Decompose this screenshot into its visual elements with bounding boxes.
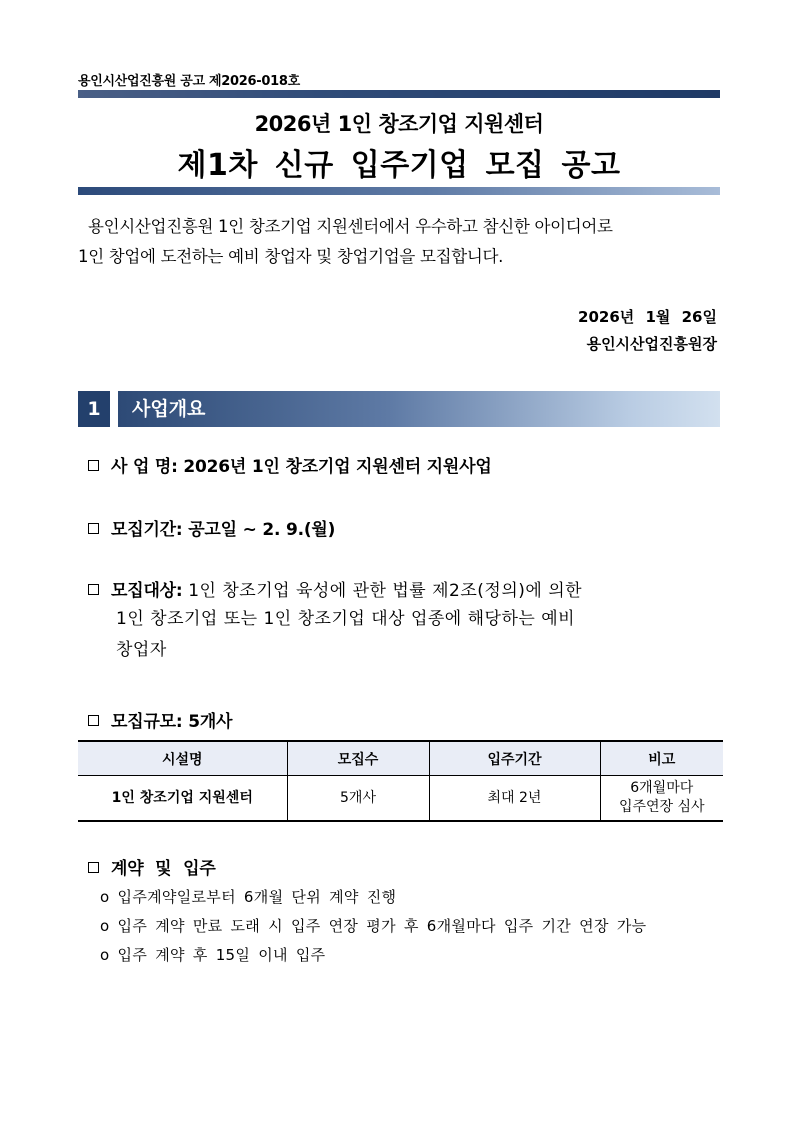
- contract-item-1: o 입주계약일로부터 6개월 단위 계약 진행: [100, 888, 397, 906]
- intro-paragraph: [78, 212, 720, 272]
- title-line-1: 2026년 1인 창조기업 지원센터: [254, 112, 544, 136]
- item-project-name-text: 사 업 명: 2026년 1인 창조기업 지원센터 지원사업: [111, 457, 492, 477]
- table-row: [78, 776, 723, 822]
- item-target-line-2: 1인 창조기업 또는 1인 창조기업 대상 업종에 해당하는 예비: [116, 609, 576, 629]
- item-scale: [88, 707, 232, 732]
- item-scale-text: 모집규모: 5개사: [111, 712, 233, 732]
- table-header-facility: 시설명: [78, 741, 287, 776]
- table-header-row: [78, 741, 723, 776]
- item-target-line-1: 1인 창조기업 육성에 관한 법률 제2조(정의)에 의한: [188, 581, 583, 601]
- checkbox-bullet-icon: [88, 862, 99, 873]
- cell-note: [600, 776, 723, 822]
- title-line-2: 제1차 신규 입주기업 모집 공고: [177, 148, 621, 183]
- table-header-count: 모집수: [287, 741, 429, 776]
- table-header-duration: 입주기간: [429, 741, 600, 776]
- item-contract-text: 계약 및 입주: [111, 859, 216, 879]
- checkbox-bullet-icon: [88, 460, 99, 471]
- header-bottom-bar: [78, 187, 720, 195]
- intro-line-1: 용인시산업진흥원 1인 창조기업 지원센터에서 우수하고 참신한 아이디어로: [88, 217, 613, 236]
- checkbox-bullet-icon: [88, 584, 99, 595]
- cell-facility: 1인 창조기업 지원센터: [78, 776, 287, 822]
- table-header-note: 비고: [600, 741, 723, 776]
- item-period: [88, 515, 335, 540]
- signer: 용인시산업진흥원장: [586, 335, 717, 353]
- section-number: 1: [78, 391, 110, 427]
- document-number: 용인시산업진흥원 공고 제2026-018호: [78, 74, 300, 89]
- item-target-label: 모집대상:: [111, 581, 183, 601]
- cell-duration: 최대 2년: [429, 776, 600, 822]
- cell-note-line-2: 입주연장 심사: [618, 799, 705, 815]
- intro-line-2: 1인 창업에 도전하는 예비 창업자 및 창업기업을 모집합니다.: [78, 247, 504, 266]
- cell-count: 5개사: [287, 776, 429, 822]
- item-period-text: 모집기간: 공고일 ~ 2. 9.(월): [111, 520, 336, 540]
- checkbox-bullet-icon: [88, 715, 99, 726]
- facility-table: [78, 740, 723, 822]
- header-top-bar: [78, 90, 720, 98]
- announcement-date: 2026년 1월 26일: [578, 308, 717, 326]
- item-contract: [88, 854, 216, 879]
- contract-item-2: o 입주 계약 만료 도래 시 입주 연장 평가 후 6개월마다 입주 기간 연장 가능: [100, 917, 647, 935]
- item-target: [88, 576, 582, 601]
- checkbox-bullet-icon: [88, 523, 99, 534]
- item-target-line-3: 창업자: [116, 640, 167, 660]
- section-title: 사업개요: [118, 391, 720, 427]
- contract-item-3: o 입주 계약 후 15일 이내 입주: [100, 946, 326, 964]
- item-project-name: [88, 452, 492, 477]
- section-header: [78, 391, 720, 427]
- cell-note-line-1: 6개월마다: [630, 780, 694, 796]
